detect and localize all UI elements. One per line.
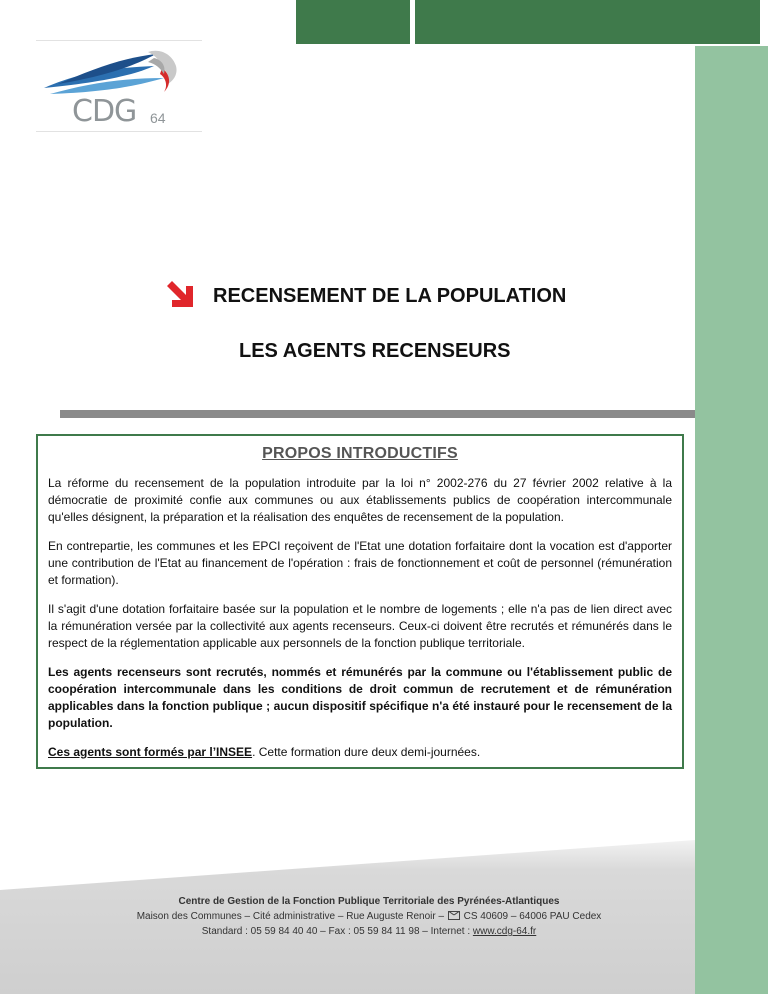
- footer-contact: [0, 924, 738, 939]
- logo-frame-top: [36, 40, 202, 41]
- main-title: RECENSEMENT DE LA POPULATION: [213, 285, 567, 307]
- intro-paragraph-3: Il s'agit d'une dotation forfaitaire basée sur la population et le nombre de logements ; elle n'a pas de lien direct avec la rémunération versée par la collectivité aux agents recenseurs. Ceux-ci doivent être recrutés et rémunérés dans le respect de la réglementation applicable aux personnels de la fonction publique territoriale.: [48, 602, 672, 650]
- intro-paragraph-5: [48, 744, 672, 761]
- footer-address: [0, 909, 738, 924]
- intro-box: [36, 434, 684, 769]
- footer-address-part-2: CS 40609 – 64006 PAU Cedex: [463, 911, 602, 922]
- arrow-down-right-icon: [163, 277, 197, 311]
- logo-number: 64: [150, 110, 166, 126]
- header-green-block-small: [296, 0, 410, 44]
- logo-text: CDG: [72, 94, 137, 129]
- intro-paragraph-2: En contrepartie, les communes et les EPCI reçoivent de l'Etat une dotation forfaitaire dont la vocation est d'apporter une contribution de l'Etat au financement de l'opération : frais de fonctionnement et coût de personnel (rémunération et formation).: [48, 539, 672, 587]
- header-green-block-large: [415, 0, 760, 44]
- logo-frame-bottom: [36, 131, 202, 132]
- footer-address-part-1: Maison des Communes – Cité administrative – Rue Auguste Renoir –: [136, 911, 445, 922]
- intro-paragraph-1: La réforme du recensement de la population introduite par la loi n° 2002-276 du 27 février 2002 relative à la démocratie de proximité confie aux communes ou aux établissements publics de coopération intercommunale qu'elles désignent, la préparation et la réalisation des enquêtes de recensement de la population.: [48, 476, 672, 524]
- footer-contact-text: Standard : 05 59 84 40 40 – Fax : 05 59 84 11 98 – Internet :: [201, 926, 471, 937]
- section-divider: [60, 410, 695, 418]
- intro-paragraph-4: Les agents recenseurs sont recrutés, nommés et rémunérés par la commune ou l'établissement public de coopération intercommunale dans les conditions de droit commun de recrutement et de rémunération applicables dans la fonction publique ; aucun dispositif spécifique n'a été instauré pour le recensement de la population.: [48, 665, 672, 730]
- intro-paragraph-5-bold: Ces agents sont formés par l’INSEE: [48, 745, 253, 759]
- subtitle: LES AGENTS RECENSEURS: [239, 340, 511, 362]
- cdg64-logo: [36, 40, 202, 132]
- website-link[interactable]: www.cdg-64.fr: [472, 926, 537, 937]
- intro-paragraph-5-rest: . Cette formation dure deux demi-journées.: [252, 745, 481, 759]
- side-green-band: [695, 46, 768, 994]
- footer-organization: Centre de Gestion de la Fonction Publique Territoriale des Pyrénées-Atlantiques: [178, 896, 560, 907]
- intro-heading: PROPOS INTRODUCTIFS: [262, 445, 458, 462]
- envelope-icon: [448, 911, 460, 920]
- footer: [0, 894, 738, 939]
- intro-body: [38, 463, 682, 761]
